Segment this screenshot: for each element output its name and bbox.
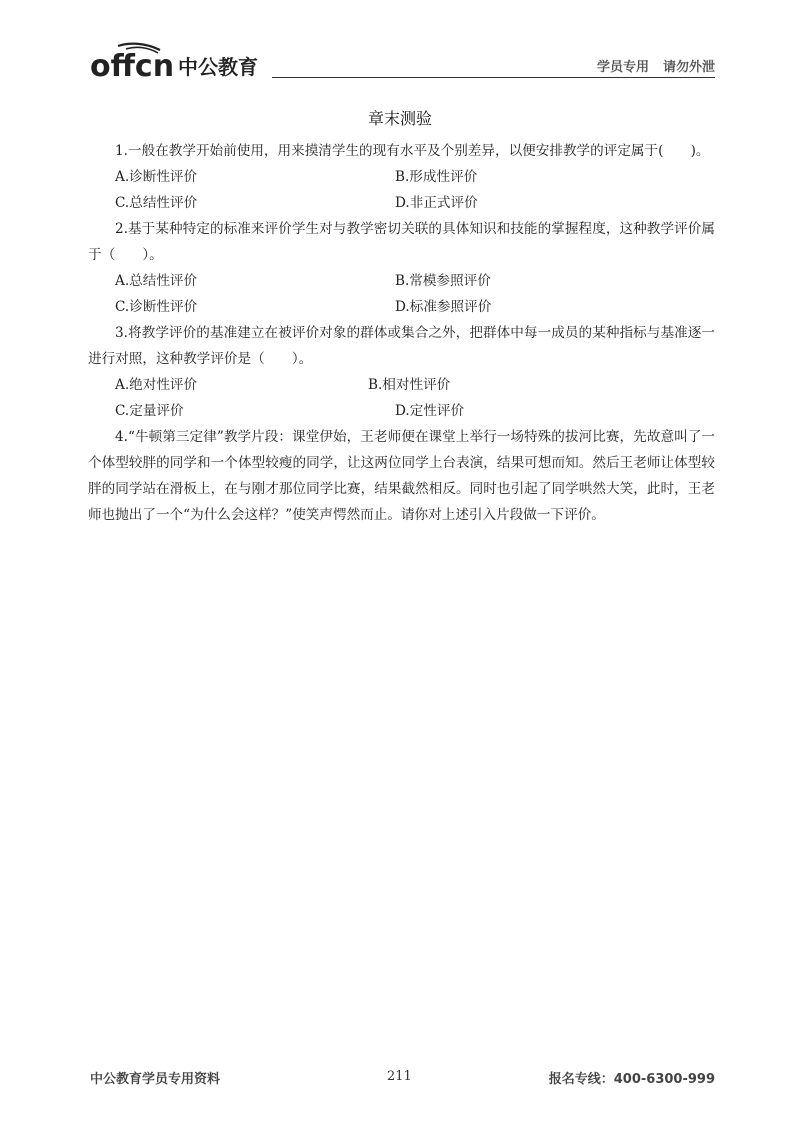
svg-text:中公教育: 中公教育 [178,55,258,79]
question-3-stem: 3.将教学评价的基准建立在被评价对象的群体或集合之外，把群体中每一成员的某种指标与基准逐一进行对照，这种教学评价是（ ）。 [88,325,715,367]
question-4-stem: 4.“牛顿第三定律”教学片段：课堂伊始，王老师便在课堂上举行一场特殊的拔河比赛，先故意叫了一个体型较胖的同学和一个体型较瘦的同学，让这两位同学上台表演，结果可想而知。然后王老师让体型较胖的同学站在滑板上，在与刚才那位同学比赛，结果截然相反。同时也引起了同学哄然大笑，此时，王老师也抛出了一个“为什么会这样？”使笑声愕然而止。请你对上述引入片段做一下评价。 [88,429,715,523]
question-1-options-row1 [88,164,715,190]
quiz-content [88,138,715,528]
footer-source: 中公教育学员专用资料 [90,1072,221,1087]
tag-student-only: 学员专用 [596,60,649,75]
q3-option-c: C.定量评价 [115,403,184,419]
q3-option-d: D.定性评价 [395,403,465,419]
q2-option-d: D.标准参照评价 [395,299,492,315]
offcn-logo [90,42,270,82]
question-3-options-row2 [88,398,715,424]
q1-option-c: C.总结性评价 [115,195,198,211]
tag-no-leak: 请勿外泄 [662,60,715,75]
question-3-options-row1 [88,372,715,398]
page-header [90,42,715,82]
q3-option-b: B.相对性评价 [368,377,451,393]
question-2-options-row1 [88,268,715,294]
q1-option-a: A.诊断性评价 [115,169,198,185]
question-1-stem: 1.一般在教学开始前使用，用来摸清学生的现有水平及个别差异，以便安排教学的评定属于( )。 [115,143,710,159]
q1-option-b: B.形成性评价 [395,169,478,185]
q3-option-a: A.绝对性评价 [115,377,198,393]
question-1-options-row2 [88,190,715,216]
page-title: 章末测验 [367,109,432,128]
q2-option-a: A.总结性评价 [115,273,198,289]
q2-option-c: C.诊断性评价 [115,299,198,315]
question-2-options-row2 [88,294,715,320]
svg-text:offcn: offcn [90,49,175,82]
q2-option-b: B.常模参照评价 [395,273,491,289]
confidential-tag [597,56,715,75]
page-footer [90,1068,715,1088]
header-rule [272,77,715,78]
q1-option-d: D.非正式评价 [395,195,478,211]
footer-hotline: 报名专线：400-6300-999 [548,1072,715,1087]
question-2-stem: 2.基于某种特定的标准来评价学生对与教学密切关联的具体知识和技能的掌握程度，这种教学评价属于（ ）。 [88,221,715,263]
page-number: 211 [387,1069,412,1084]
